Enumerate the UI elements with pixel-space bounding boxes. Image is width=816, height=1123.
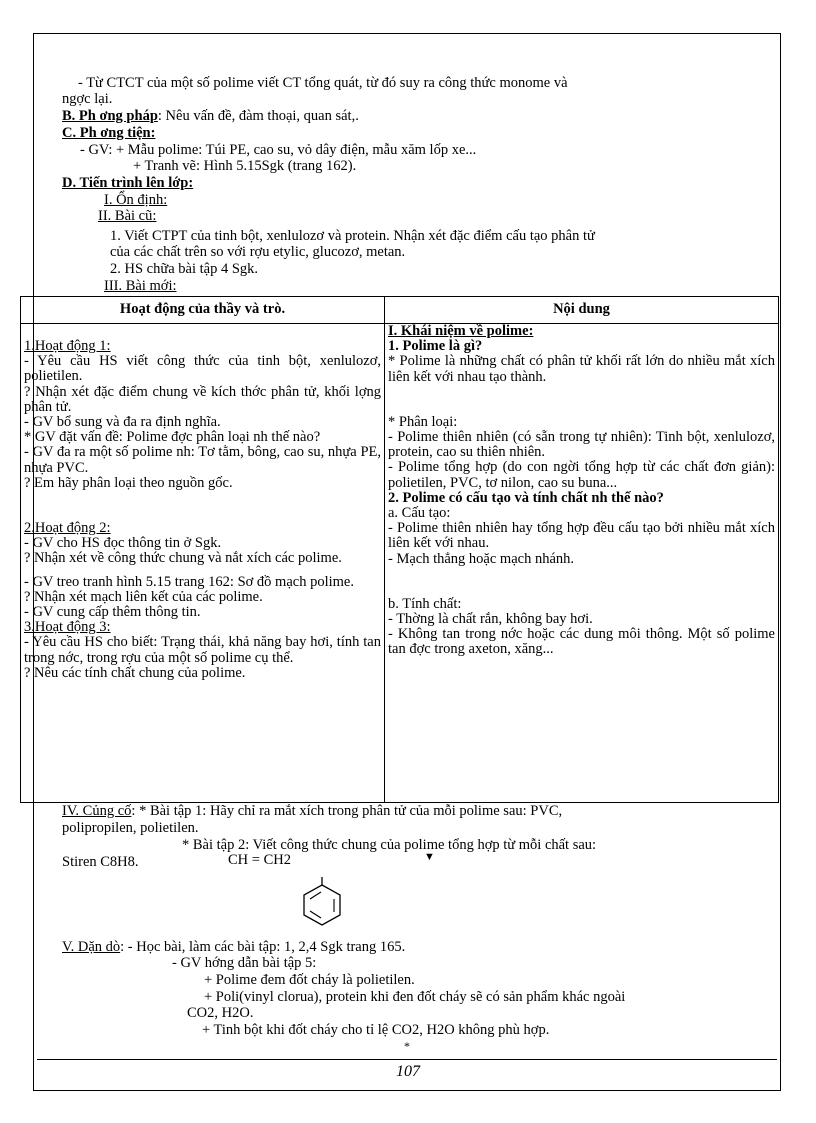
section-b-label: B. Ph ơng pháp <box>62 108 158 124</box>
section-d-q1a: 1. Viết CTPT của tinh bột, xenlulozơ và protein. Nhận xét đặc điểm cấu tạo phân tử <box>110 228 595 244</box>
page-number: 107 <box>396 1063 420 1080</box>
content-heading-1: I. Khái niệm về polime: <box>388 323 534 339</box>
table-header-content: Nội dung <box>385 297 779 324</box>
activity-line: - GV cung cấp thêm thông tin. <box>24 604 201 621</box>
section-v-text-5: CO2, H2O. <box>187 1005 254 1021</box>
benzene-ring-diagram <box>296 877 348 929</box>
section-iv-line-2: polipropilen, polietilen. <box>62 820 199 836</box>
section-iv-exercise-2: * Bài tập 2: Viết công thức chung của polime tổng hợp từ mỗi chất sau: <box>182 837 597 853</box>
section-v-text-4: + Poli(vinyl clorua), protein khi đen đốt cháy sẽ có sản phẩm khác ngoài <box>204 989 626 1005</box>
content-line: - Không tan trong nớc hoặc các dung môi thông. Một số polime tan đợc trong axeton, xăng... <box>388 626 775 658</box>
activity-3-heading: 3.Hoạt động 3: <box>24 619 111 636</box>
activities-cell <box>21 324 385 803</box>
activity-line: - Yêu cầu HS cho biết: Trạng thái, khả năng bay hơi, tính tan trong nớc, trong rợu của một số polime cụ thể. <box>24 634 381 666</box>
activity-line: - Yêu cầu HS viết công thức của tinh bột, xenlulozơ, polietilen. <box>24 353 381 385</box>
activity-1-heading: 1.Hoạt động 1: <box>24 338 111 354</box>
section-v-text-2: - GV hớng dẫn bài tập 5: <box>172 955 317 971</box>
activity-line: - GV cho HS đọc thông tin ở Sgk. <box>24 535 222 552</box>
activity-line: - GV đa ra một số polime nh: Tơ tằm, bông, cao su, nhựa PE, nhựa PVC. <box>24 444 381 476</box>
activity-line: ? Nhận xét về công thức chung và nắt xích các polime. <box>24 550 342 567</box>
content-line: - Mạch thẳng hoặc mạch nhánh. <box>388 550 575 567</box>
styrene-label: Stiren C8H8. <box>62 854 139 870</box>
section-c-label: C. Ph ơng tiện: <box>62 125 156 141</box>
vinyl-formula: CH = CH2 <box>228 852 291 868</box>
content-line: * Polime là những chất có phân tử khối rất lớn do nhiều mắt xích liên kết với nhau tạo thành. <box>388 353 775 385</box>
content-line: a. Cấu tạo: <box>388 505 451 522</box>
section-d-label: D. Tiến trình lên lớp: <box>62 175 194 191</box>
content-line: * Phân loại: <box>388 413 458 430</box>
section-v-label: V. Dặn dò <box>62 939 121 955</box>
table-header-activities: Hoạt động của thầy và trò. <box>21 297 385 324</box>
activity-line: - GV bổ sung và đa ra định nghĩa. <box>24 414 221 431</box>
footer-divider <box>37 1059 777 1060</box>
section-d-q2: 2. HS chữa bài tập 4 Sgk. <box>110 261 259 277</box>
content-cell <box>385 324 779 803</box>
section-v-text-3: + Polime đem đốt cháy là polietilen. <box>204 972 415 988</box>
section-v-text-6: + Tinh bột khi đốt cháy cho tỉ lệ CO2, H2O không phù hợp. <box>202 1022 550 1038</box>
content-line: - Polime thiên nhiên (có sẵn trong tự nhiên): Tinh bột, xenlulozơ, protein, cao su thiên nhiên. <box>388 429 775 461</box>
intro-line-2: ngợc lại. <box>62 91 113 107</box>
section-c-gv: - GV: + Mẫu polime: Túi PE, cao su, vỏ dây điện, mẫu xăm lốp xe... <box>80 142 477 158</box>
content-line: - Polime tổng hợp (do con ngời tổng hợp từ các chất đơn giản): polietilen, PVC, tơ nilon, cao su buna... <box>388 459 775 491</box>
cursor-marker: ▼ <box>424 851 435 863</box>
content-subheading-2: 2. Polime có cấu tạo và tính chất nh thế nào? <box>388 489 664 506</box>
activity-2-heading: 2.Hoạt động 2: <box>24 520 111 537</box>
section-iv <box>62 804 562 819</box>
section-b <box>62 109 359 124</box>
section-iv-text-1: : * Bài tập 1: Hãy chỉ ra mắt xích trong phân tử của mỗi polime sau: PVC, <box>131 803 563 819</box>
activity-line: * GV đặt vấn đề: Polime đợc phân loại nh thế nào? <box>24 429 321 446</box>
content-line: - Thờng là chất rắn, không bay hơi. <box>388 611 593 628</box>
section-c-tranh: + Tranh vẽ: Hình 5.15Sgk (trang 162). <box>133 158 357 174</box>
activity-line: - GV treo tranh hình 5.15 trang 162: Sơ đồ mạch polime. <box>24 573 354 590</box>
section-b-text: : Nêu vấn đề, đàm thoại, quan sát,. <box>157 108 359 124</box>
content-line: - Polime thiên nhiên hay tổng hợp đều cấu tạo bởi nhiều mắt xích liên kết với nhau. <box>388 520 775 552</box>
activity-line: ? Nhận xét đặc điểm chung về kích thớc phân tử, khối lợng phân tử. <box>24 383 381 415</box>
section-d-i: I. Ổn định: <box>104 192 168 208</box>
content-subheading-1: 1. Polime là gì? <box>388 338 483 355</box>
lesson-table <box>20 296 779 803</box>
section-v-star: * <box>404 1039 410 1053</box>
activity-line: ? Em hãy phân loại theo nguồn gốc. <box>24 474 233 491</box>
section-d-q1b: của các chất trên so với rợu etylic, glucozơ, metan. <box>110 244 406 260</box>
section-v-text-1: : - Học bài, làm các bài tập: 1, 2,4 Sgk trang 165. <box>120 939 406 955</box>
activity-line: ? Nhận xét mạch liên kết của các polime. <box>24 588 263 605</box>
section-d-iii: III. Bài mới: <box>104 278 177 294</box>
section-iv-label: IV. Củng cố <box>62 803 132 819</box>
section-d-ii: II. Bài cũ: <box>98 208 157 224</box>
content-line: b. Tính chất: <box>388 595 462 612</box>
intro-line-1: - Từ CTCT của một số polime viết CT tổng quát, từ đó suy ra công thức monome và <box>78 75 568 91</box>
section-v <box>62 940 405 955</box>
activity-line: ? Nêu các tính chất chung của polime. <box>24 664 246 681</box>
